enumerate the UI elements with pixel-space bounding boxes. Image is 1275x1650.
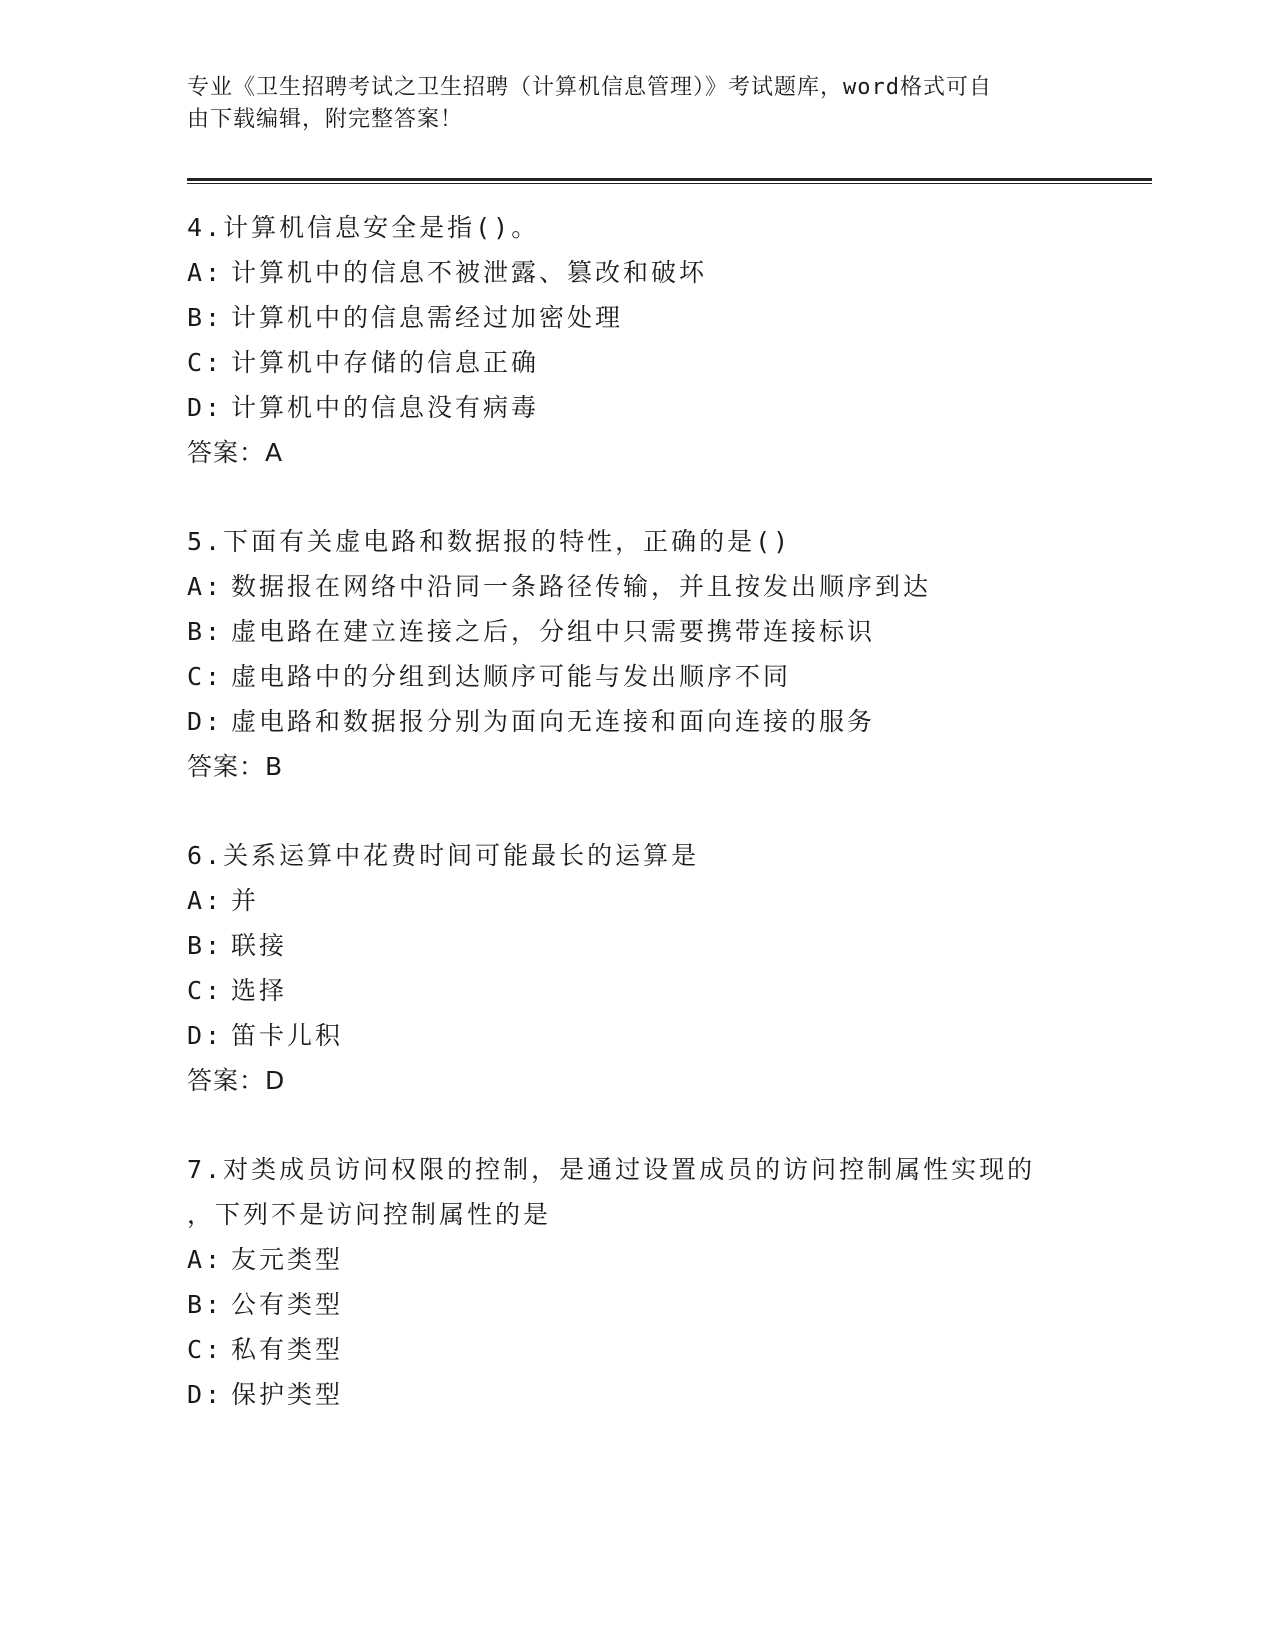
option-a [187, 1237, 1147, 1282]
option-text: 友元类型 [231, 1245, 344, 1274]
option-key: D: [187, 1021, 224, 1050]
question-5 [187, 519, 1147, 789]
header-line-2: 由下载编辑，附完整答案！ [187, 107, 464, 132]
option-key: A: [187, 258, 224, 287]
option-b [187, 295, 1147, 340]
option-c [187, 340, 1147, 385]
option-key: B: [187, 617, 224, 646]
option-text: 笛卡儿积 [231, 1021, 344, 1050]
question-text-line: ，下列不是访问控制属性的是 [187, 1200, 552, 1229]
option-text: 虚电路在建立连接之后，分组中只需要携带连接标识 [231, 617, 876, 646]
option-key: C: [187, 976, 224, 1005]
option-a [187, 564, 1147, 609]
option-d [187, 1372, 1147, 1417]
option-a [187, 250, 1147, 295]
option-c [187, 968, 1147, 1013]
option-text: 并 [231, 886, 260, 915]
header-line-1: 专业《卫生招聘考试之卫生招聘（计算机信息管理）》考试题库，word格式可自 [187, 75, 992, 100]
question-text [187, 833, 1147, 878]
option-b [187, 609, 1147, 654]
option-key: D: [187, 707, 224, 736]
option-text: 计算机中的信息没有病毒 [231, 393, 540, 422]
question-6 [187, 833, 1147, 1103]
option-d [187, 1013, 1147, 1058]
option-key: C: [187, 1335, 224, 1364]
option-text: 虚电路和数据报分别为面向无连接和面向连接的服务 [231, 707, 876, 736]
option-text: 选择 [231, 976, 288, 1005]
option-b [187, 1282, 1147, 1327]
question-text-line: 4.计算机信息安全是指()。 [187, 213, 540, 242]
answer-label: 答案：D [187, 1066, 286, 1095]
answer-label: 答案：A [187, 438, 284, 467]
option-c [187, 654, 1147, 699]
question-text-line: 5.下面有关虚电路和数据报的特性，正确的是() [187, 527, 792, 556]
option-key: B: [187, 1290, 224, 1319]
option-key: A: [187, 886, 224, 915]
question-text [187, 519, 1147, 564]
option-text: 计算机中存储的信息正确 [231, 348, 540, 377]
option-key: B: [187, 303, 224, 332]
option-key: A: [187, 572, 224, 601]
option-key: B: [187, 931, 224, 960]
option-key: C: [187, 348, 224, 377]
question-list [187, 205, 1147, 1461]
document-header [187, 72, 1067, 136]
question-text [187, 1147, 1147, 1237]
option-text: 虚电路中的分组到达顺序可能与发出顺序不同 [231, 662, 792, 691]
option-key: C: [187, 662, 224, 691]
header-divider-thin [187, 183, 1152, 184]
option-text: 计算机中的信息需经过加密处理 [231, 303, 624, 332]
option-b [187, 923, 1147, 968]
option-key: D: [187, 393, 224, 422]
option-key: D: [187, 1380, 224, 1409]
header-divider-thick [187, 178, 1152, 181]
question-4 [187, 205, 1147, 475]
option-text: 联接 [231, 931, 288, 960]
option-d [187, 385, 1147, 430]
question-text-line: 7.对类成员访问权限的控制，是通过设置成员的访问控制属性实现的 [187, 1155, 1036, 1184]
answer-label: 答案：B [187, 752, 284, 781]
option-text: 私有类型 [231, 1335, 344, 1364]
question-7 [187, 1147, 1147, 1417]
option-d [187, 699, 1147, 744]
question-text-line: 6.关系运算中花费时间可能最长的运算是 [187, 841, 700, 870]
option-text: 计算机中的信息不被泄露、篡改和破坏 [231, 258, 708, 287]
option-text: 数据报在网络中沿同一条路径传输，并且按发出顺序到达 [231, 572, 932, 601]
option-text: 公有类型 [231, 1290, 344, 1319]
option-key: A: [187, 1245, 224, 1274]
option-text: 保护类型 [231, 1380, 344, 1409]
option-c [187, 1327, 1147, 1372]
option-a [187, 878, 1147, 923]
question-text [187, 205, 1147, 250]
